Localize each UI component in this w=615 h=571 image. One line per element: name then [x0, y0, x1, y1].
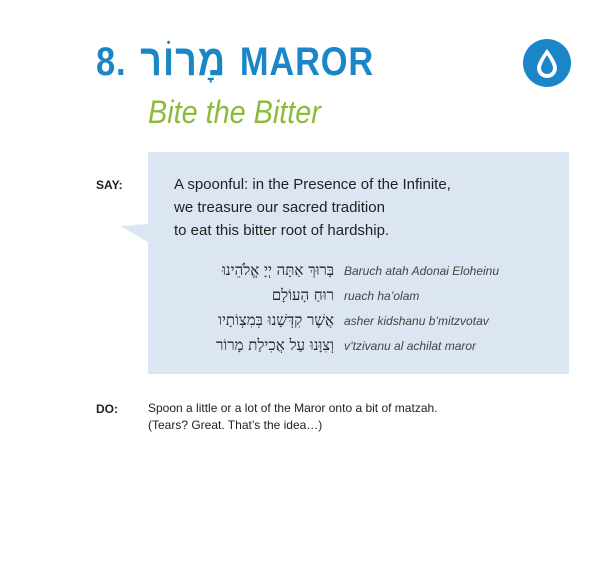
do-line: (Tears? Great. That’s the idea…): [148, 418, 323, 432]
do-label: DO:: [96, 402, 118, 416]
do-line: Spoon a little or a lot of the Maror onto a bit of matzah.: [148, 401, 438, 415]
blessing-transliteration: ruach ha’olam: [344, 288, 420, 303]
blessing: [174, 258, 534, 358]
speech-pointer: [120, 222, 150, 242]
blessing-transliteration: Baruch atah Adonai Eloheinu: [344, 263, 500, 278]
water-drop-icon: [523, 39, 571, 87]
step-heading: [96, 36, 419, 96]
blessing-row: [174, 308, 534, 333]
title-hebrew: מָרוֹר: [140, 36, 227, 85]
blessing-hebrew: וְצִוָּנוּ עַל אֲכִילַת מָרוֹר: [216, 336, 334, 354]
say-line: we treasure our sacred tradition: [174, 199, 385, 216]
say-line: to eat this bitter root of hardship.: [174, 222, 390, 239]
subtitle: Bite the Bitter: [148, 94, 321, 130]
blessing-row: [174, 333, 534, 358]
step-number: 8.: [96, 40, 127, 84]
blessing-row: [174, 258, 534, 283]
title-english: MAROR: [239, 40, 375, 84]
do-text: [148, 400, 438, 434]
say-line: A spoonful: in the Presence of the Infinite,: [174, 176, 451, 193]
step-title: [96, 36, 374, 86]
blessing-hebrew: בָּרוּךְ אַתָּה יְיָ אֱלֹהֵינוּ: [221, 261, 334, 279]
blessing-row: [174, 283, 534, 308]
say-text: [174, 173, 451, 242]
blessing-hebrew: אֲשֶׁר קִדְּשָׁנוּ בְּמִצְוֹתָיו: [218, 311, 334, 329]
blessing-transliteration: asher kidshanu b’mitzvotav: [344, 313, 489, 328]
say-label: SAY:: [96, 178, 123, 192]
blessing-transliteration: v’tzivanu al achilat maror: [344, 338, 477, 353]
blessing-hebrew: רוּחַ הָעוֹלָם: [271, 286, 334, 304]
